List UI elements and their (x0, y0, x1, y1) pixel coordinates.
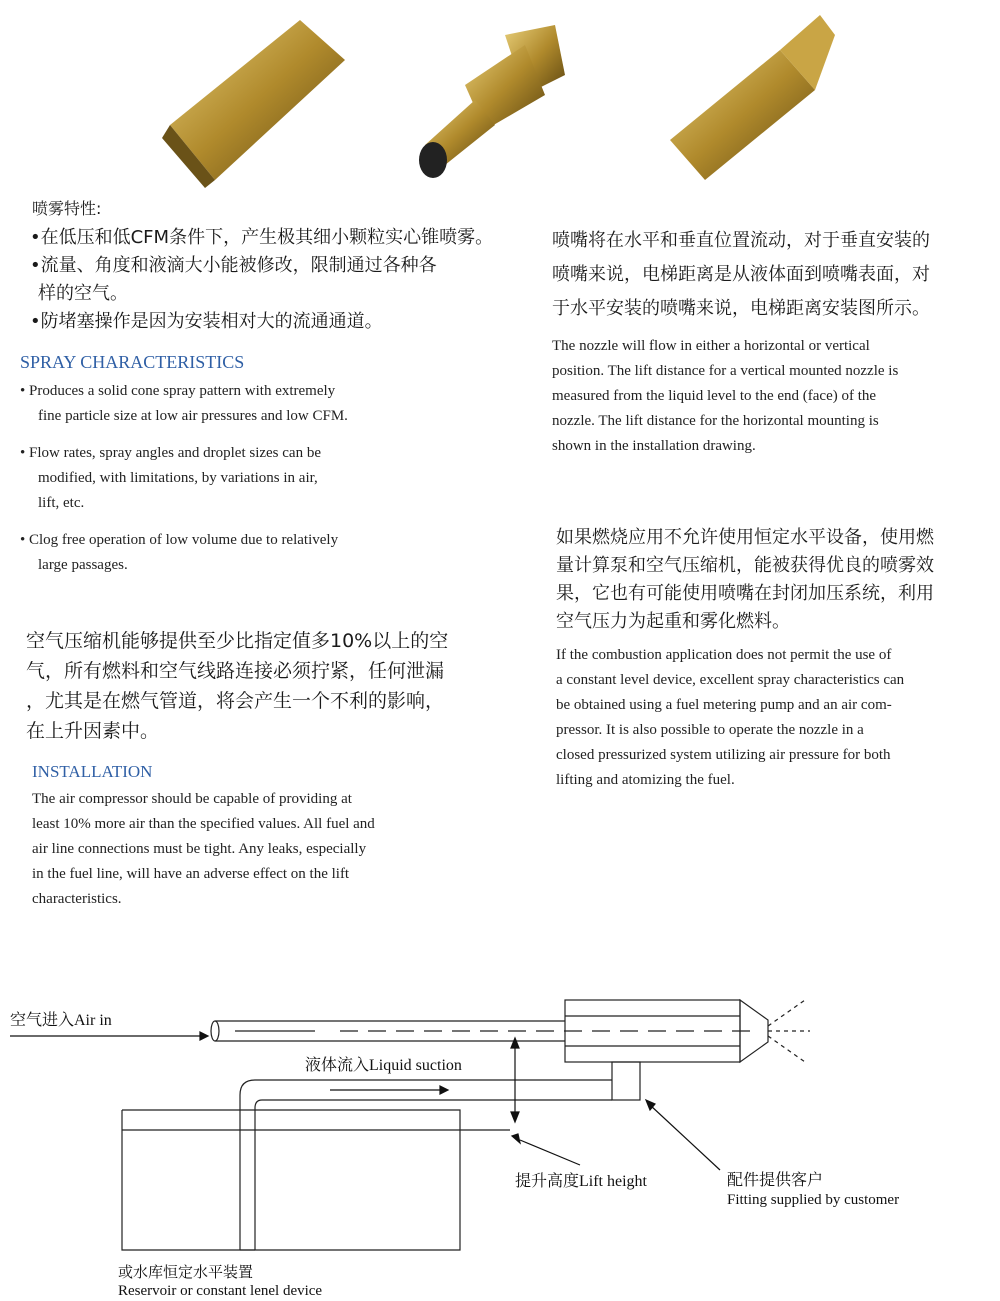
reservoir (122, 1110, 510, 1250)
spray-en-line: lift, etc. (38, 495, 85, 511)
nozzle-photo-3 (660, 10, 850, 190)
suction-pipe (240, 1080, 612, 1250)
spray-en-line: fine particle size at low air pressures and low CFM. (38, 408, 348, 424)
install-heading: INSTALLATION (32, 762, 153, 781)
spray-cn-item: 样的空气。 (38, 283, 128, 304)
install-en-line: least 10% more air than the specified values. All fuel and (32, 816, 375, 832)
label-lift-height: 提升高度Lift height (515, 1173, 647, 1190)
nozzle-cn (552, 224, 930, 326)
spray-en-line: modified, with limitations, by variations in air, (38, 470, 318, 486)
spray-heading: SPRAY CHARACTERISTICS (20, 352, 245, 372)
arrows (10, 1032, 720, 1170)
nozzle-cn-line: 喷嘴来说，电梯距离是从液体面到喷嘴表面，对 (552, 264, 930, 285)
label-reservoir-cn: 或水库恒定水平装置 (118, 1265, 254, 1281)
nozzle-en-line: nozzle. The lift distance for the horizontal mounting is (552, 413, 879, 429)
combust-cn-line: 量计算泵和空气压缩机，能被获得优良的喷雾效 (556, 555, 934, 576)
spray-en-line: • Clog free operation of low volume due to relatively (20, 532, 339, 548)
combust-en-line: lifting and atomizing the fuel. (556, 772, 735, 788)
combust-en (556, 643, 904, 793)
installation-diagram (0, 980, 1000, 1301)
install-en-line: characteristics. (32, 891, 122, 907)
combust-en-line: If the combustion application does not permit the use of (556, 647, 892, 663)
nozzle-drawing (565, 1000, 810, 1100)
install-cn-line: ，尤其是在燃气管道，将会产生一个不利的影响， (26, 690, 445, 712)
nozzle-photo-1 (150, 10, 360, 190)
install-cn-line: 在上升因素中。 (26, 720, 160, 742)
combust-cn-line: 空气压力为起重和雾化燃料。 (556, 611, 790, 632)
spray-cn-item: •防堵塞操作是因为安装相对大的流通通道。 (30, 311, 383, 332)
spray-en-list (20, 379, 348, 578)
install-en-line: in the fuel line, will have an adverse effect on the lift (32, 866, 350, 882)
label-air-in: 空气进入Air in (10, 1012, 112, 1029)
spray-en-line: • Flow rates, spray angles and droplet sizes can be (20, 445, 321, 461)
air-pipe (211, 1021, 760, 1041)
install-cn-line: 气，所有燃料和空气线路连接必须拧紧，任何泄漏 (26, 660, 445, 682)
nozzle-cn-line: 于水平安装的喷嘴来说，电梯距离安装图所示。 (552, 298, 930, 319)
nozzle-en-line: The nozzle will flow in either a horizontal or vertical (552, 338, 870, 354)
spray-cn-item: •流量、角度和液滴大小能被修改，限制通过各种各 (30, 255, 437, 276)
label-fitting-cn: 配件提供客户 (727, 1172, 824, 1189)
combust-en-line: a constant level device, excellent spray characteristics can (556, 672, 905, 688)
install-cn-line: 空气压缩机能够提供至少比指定值多10%以上的空 (26, 630, 449, 652)
install-en (32, 787, 375, 912)
spray-cn-list (30, 224, 493, 336)
nozzle-en-line: shown in the installation drawing. (552, 438, 756, 454)
nozzle-photo-2 (405, 5, 575, 185)
label-liquid-suction: 液体流入Liquid suction (305, 1057, 462, 1074)
nozzle-en (552, 334, 898, 459)
install-en-line: The air compressor should be capable of providing at (32, 791, 352, 807)
spray-cn-title: 喷雾特性: (32, 199, 102, 218)
combust-en-line: be obtained using a fuel metering pump and an air com- (556, 697, 892, 713)
install-cn (26, 626, 448, 746)
spray-en-line: • Produces a solid cone spray pattern with extremely (20, 383, 336, 399)
spray-en-line: large passages. (38, 557, 128, 573)
combust-en-line: pressor. It is also possible to operate the nozzle in a (556, 722, 864, 738)
label-reservoir-en: Reservoir or constant lenel device (118, 1283, 323, 1299)
combust-cn (556, 524, 934, 636)
combust-cn-line: 如果燃烧应用不允许使用恒定水平设备，使用燃 (556, 527, 934, 548)
install-en-line: air line connections must be tight. Any leaks, especially (32, 841, 367, 857)
nozzle-cn-line: 喷嘴将在水平和垂直位置流动，对于垂直安装的 (552, 230, 930, 251)
label-fitting-en: Fitting supplied by customer (727, 1192, 900, 1208)
combust-cn-line: 果，它也有可能使用喷嘴在封闭加压系统，利用 (556, 583, 934, 604)
spray-cn-item: •在低压和低CFM条件下，产生极其细小颗粒实心锥喷雾。 (30, 227, 494, 248)
nozzle-en-line: measured from the liquid level to the end (face) of the (552, 388, 877, 404)
nozzle-en-line: position. The lift distance for a vertical mounted nozzle is (552, 363, 899, 379)
combust-en-line: closed pressurized system utilizing air pressure for both (556, 747, 891, 763)
